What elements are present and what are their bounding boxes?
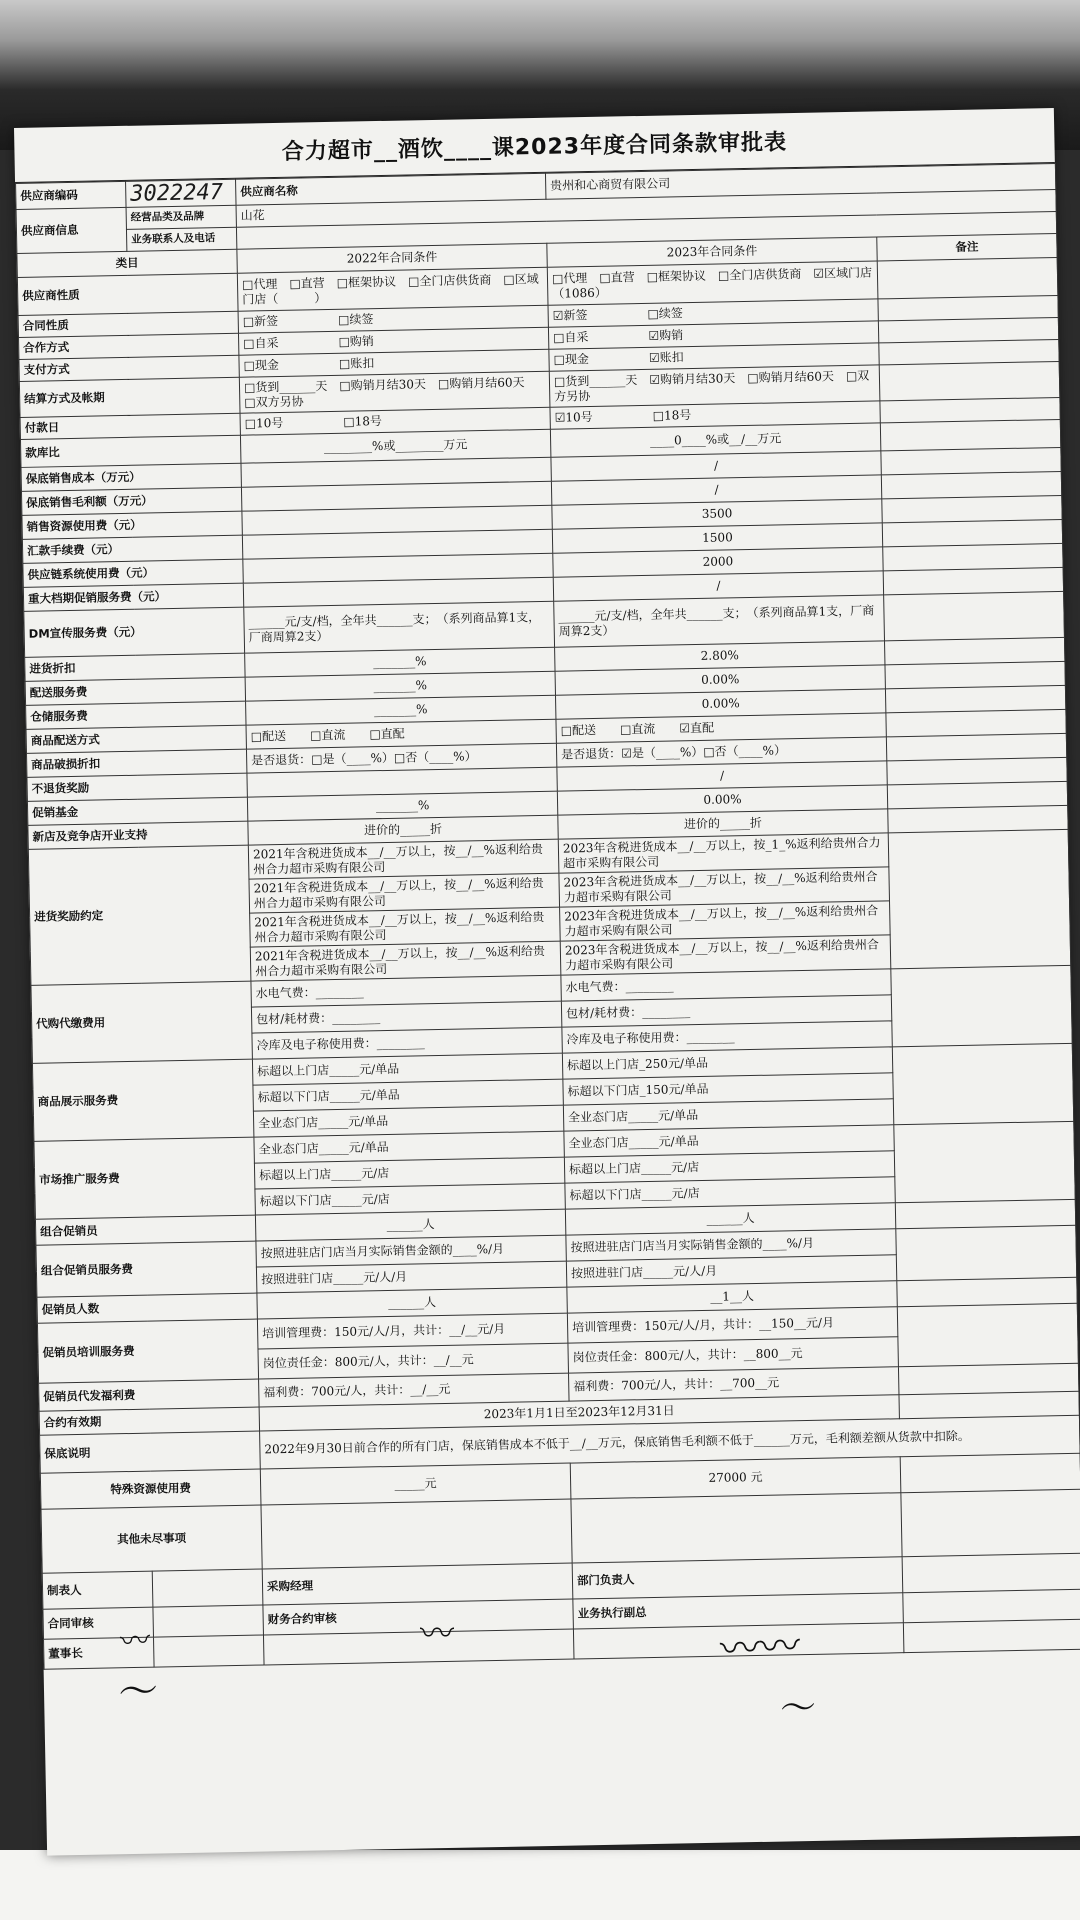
market-2023: 标超以上门店_____元/店 (564, 1151, 894, 1183)
term-remark (884, 591, 1065, 640)
promoter-count-2023: __1__人 (567, 1281, 897, 1313)
promoter-train-2022: 培训管理费：150元/人/月，共计：__/__元/月 (257, 1313, 568, 1349)
term-label: 重大档期促销服务费（元） (23, 583, 243, 611)
term-label: 供应商性质 (17, 273, 238, 315)
market-2023: 标超以下门店_____元/店 (565, 1177, 895, 1209)
proxy-2022: 冷库及电子称使用费：________ (252, 1027, 562, 1059)
market-2022: 全业态门店_____元/单品 (254, 1131, 564, 1163)
term-2023: 进价的_____折 (558, 809, 888, 839)
supplier-code-value: 3022247 (126, 179, 236, 207)
term-2022: □10号 □18号 (240, 407, 550, 435)
term-2022: □货到______天 □购销月结30天 □购销月结60天 □双方另协 (239, 371, 550, 413)
term-remark (887, 781, 1067, 808)
maker-signature: 〰 (119, 1622, 152, 1660)
term-remark (882, 519, 1062, 546)
display-2023: 标超以上门店_250元/单品 (562, 1047, 892, 1079)
vp-signature-cell (903, 1589, 1080, 1622)
other-2022 (261, 1499, 572, 1569)
promoter-count-2022: ______人 (257, 1287, 567, 1319)
term-label: 仓储服务费 (26, 701, 246, 729)
category-value: 山花 (236, 190, 1056, 228)
supplier-name-value: 贵州和心商贸有限公司 (545, 164, 1055, 200)
term-remark (885, 637, 1065, 664)
term-remark (888, 805, 1068, 832)
term-2023: 0.00% (557, 785, 887, 815)
validity-label: 合约有效期 (39, 1407, 259, 1435)
promoter-train-remark (897, 1303, 1078, 1366)
dept-head-signature-cell (902, 1553, 1080, 1592)
term-remark (886, 733, 1066, 760)
guarantee-value: 2022年9月30日前合作的所有门店，保底销售成本不低于__/__万元，保底销售毛利额不低于______万元，毛利额差额从货款中扣除。 (260, 1415, 1080, 1469)
term-2023: / (551, 475, 881, 505)
term-2023: 0.00% (555, 689, 885, 719)
term-2023: ______元/支/档，全年共______支； （系列商品算1支，厂商周算2支） (554, 595, 885, 647)
promoter-fee-remark (896, 1225, 1077, 1280)
vp-signature: 〜 (778, 1686, 818, 1731)
term-remark (885, 661, 1065, 688)
term-label: 结算方式及帐期 (19, 377, 240, 417)
maker-signature-cell (152, 1569, 263, 1607)
empty-cell (263, 1629, 574, 1665)
chairman-signature-cell (153, 1635, 264, 1667)
term-label: 供应链系统使用费（元） (23, 559, 243, 587)
term-label: 销售资源使用费（元） (22, 511, 242, 539)
proxy-2022: 包材/耗材费：________ (251, 1001, 561, 1033)
promoter-2023: ______人 (565, 1203, 895, 1235)
term-2022: 进价的_____折 (248, 815, 558, 845)
term-remark (881, 447, 1061, 474)
term-2023: □自采 ☑购销 (548, 321, 878, 349)
form-table (15, 163, 1080, 1670)
promoter-count-remark (897, 1277, 1077, 1306)
term-label: 配送服务费 (25, 677, 245, 705)
rebate-2022: 2021年含税进货成本__/__万以上，按__/__%返利给贵州合力超市采购有限公司 (250, 941, 561, 981)
market-remark (894, 1121, 1075, 1202)
promoter-remark (895, 1199, 1075, 1228)
term-label: 款库比 (20, 435, 240, 467)
market-2022: 标超以下门店_____元/店 (255, 1183, 565, 1215)
contract-review-signature-cell (153, 1605, 264, 1637)
term-2022: □新签 □续签 (238, 305, 548, 333)
display-2022: 标超以下门店_____元/单品 (253, 1079, 563, 1111)
proxy-2023: 水电气费：________ (561, 969, 891, 1001)
proxy-2023: 包材/耗材费：________ (561, 995, 891, 1027)
rebate-2022: 2021年含税进货成本__/__万以上，按__/__%返利给贵州合力超市采购有限公司 (250, 907, 561, 947)
term-label: 支付方式 (19, 355, 239, 381)
term-2023: □货到______天 ☑购销月结30天 □购销月结60天 □双方另协 (549, 365, 880, 407)
term-label: 合作方式 (19, 333, 239, 359)
proxy-label: 代购代缴费用 (31, 981, 252, 1063)
rebate-2022: 2021年含税进货成本__/__万以上，按__/__%返利给贵州合力超市采购有限公司 (249, 873, 560, 913)
term-2023: ☑新签 □续签 (548, 299, 878, 327)
term-2022: ______元/支/档，全年共______支； （系列商品算1支，厂商周算2支） (244, 601, 555, 653)
promoter-fee-2022: 按照进驻门店_____元/人/月 (256, 1261, 566, 1293)
term-label: 不退货奖励 (27, 773, 247, 801)
background-floor (0, 1850, 1080, 1920)
term-label: 保底销售毛利额（万元） (21, 487, 241, 515)
special-2023: 27000 元 (570, 1457, 901, 1499)
proxy-remark (891, 965, 1072, 1046)
header-2022: 2022年合同条件 (237, 243, 547, 273)
special-label: 特殊资源使用费 (40, 1469, 261, 1509)
special-2022: _____元 (260, 1463, 571, 1505)
proxy-2023: 冷库及电子称使用费：________ (562, 1021, 892, 1053)
maker-label: 制表人 (42, 1571, 153, 1609)
promoter-welfare-remark (898, 1363, 1079, 1394)
term-label: 促销基金 (27, 797, 247, 825)
term-remark (881, 471, 1061, 498)
dept-head-signature: 〰〰 (719, 1622, 802, 1674)
rebate-2023: 2023年含税进货成本__/__万以上，按__/__%返利给贵州合力超市采购有限公司 (559, 867, 890, 907)
dept-head-label: 部门负责人 (572, 1557, 903, 1599)
supplier-code-label: 供应商编码 (16, 181, 126, 209)
term-2022: □配送 □直流 □直配 (246, 719, 556, 749)
rebate-2023: 2023年含税进货成本__/__万以上，按__/__%返利给贵州合力超市采购有限公司 (560, 935, 891, 975)
term-label: 进货折扣 (25, 653, 245, 681)
market-2023: 全业态门店_____元/单品 (564, 1125, 894, 1157)
guarantee-label: 保底说明 (40, 1431, 261, 1473)
term-2022: _______% (245, 671, 555, 701)
supplier-name-label: 供应商名称 (236, 173, 546, 205)
term-2023: □代理 □直营 □框架协议 □全门店供货商 ☑区域门店（1086） (547, 261, 878, 305)
rebate-2022: 2021年含税进货成本__/__万以上，按__/__%返利给贵州合力超市采购有限公司 (248, 839, 559, 879)
promoter-train-2023: 岗位责任金：800元/人，共计：__800__元 (568, 1337, 899, 1373)
promoter-train-label: 促销员培训服务费 (37, 1319, 258, 1383)
rebate-2023: 2023年含税进货成本__/__万以上，按__/__%返利给贵州合力超市采购有限公司 (560, 901, 891, 941)
term-2023: □现金 ☑账扣 (549, 343, 879, 371)
term-2023: 是否退货：☑是（____%）□否（____%） (556, 737, 886, 767)
term-2022: □自采 □购销 (238, 327, 548, 355)
promoter-welfare-label: 促销员代发福利费 (39, 1379, 259, 1411)
term-label: 保底销售成本（万元） (21, 463, 241, 491)
term-label: 商品破损折扣 (27, 749, 247, 777)
market-label: 市场推广服务费 (34, 1137, 255, 1219)
supplier-info-label: 供应商信息 (16, 207, 127, 253)
term-2023: / (553, 571, 883, 601)
term-remark (887, 757, 1067, 784)
other-label: 其他未尽事项 (41, 1505, 262, 1573)
term-2023: 3500 (552, 499, 882, 529)
other-remark (901, 1489, 1080, 1556)
rebate-2023: 2023年含税进货成本__/__万以上，按_1_%返利给贵州合力超市采购有限公司 (558, 833, 889, 873)
form-title: 合力超市__酒饮____课2023年度合同条款审批表 (281, 130, 788, 165)
term-label: 商品配送方式 (26, 725, 246, 753)
term-2022: 是否退货：□是（____%）□否（____%） (246, 743, 556, 773)
promoter-count-label: 促销员人数 (37, 1293, 257, 1323)
term-2023: 1500 (552, 523, 882, 553)
proxy-2022: 水电气费：________ (251, 975, 561, 1007)
term-2022: □代理 □直营 □框架协议 □全门店供货商 □区域门店（ ） (237, 267, 548, 311)
header-remark: 备注 (877, 234, 1057, 261)
term-remark (883, 543, 1063, 570)
display-2023: 全业态门店_____元/单品 (563, 1099, 893, 1131)
display-label: 商品展示服务费 (32, 1059, 253, 1141)
term-remark (882, 495, 1062, 522)
empty-cell (903, 1619, 1080, 1652)
promoter-fee-2023: 按照进驻店门店当月实际销售金额的____%/月 (566, 1229, 896, 1261)
purchase-mgr-signature: 〰 (420, 1614, 454, 1654)
display-2023: 标超以下门店_150元/单品 (563, 1073, 893, 1105)
term-2022: ________%或________万元 (240, 429, 550, 463)
term-remark (885, 685, 1065, 712)
term-2022: _______% (245, 647, 555, 677)
purchase-mgr-label: 采购经理 (262, 1563, 573, 1605)
term-2022: _______% (247, 791, 557, 821)
term-2023: / (557, 761, 887, 791)
promoter-welfare-2023: 福利费：700元/人，共计：__700__元 (569, 1367, 899, 1401)
term-remark (879, 361, 1060, 400)
promoter-welfare-2022: 福利费：700元/人，共计：__/__元 (259, 1373, 569, 1407)
term-label: 新店及竞争店开业支持 (28, 821, 248, 849)
term-2023: 2000 (553, 547, 883, 577)
approval-form-paper (14, 108, 1080, 1856)
term-label: 合同性质 (18, 311, 238, 337)
promoter-fee-2022: 按照进驻店门店当月实际销售金额的____%/月 (256, 1235, 566, 1267)
contact-label: 业务联系人及电话 (126, 227, 236, 251)
term-label: 汇款手续费（元） (22, 535, 242, 563)
term-2023: ____0____%或__/__万元 (550, 423, 880, 457)
promoter-2022: ______人 (255, 1209, 565, 1241)
term-remark (883, 567, 1063, 594)
rebate-label: 进货奖励约定 (28, 845, 251, 985)
term-2023: □配送 □直流 ☑直配 (556, 713, 886, 743)
display-2022: 标超以上门店_____元/单品 (252, 1053, 562, 1085)
promoter-train-2022: 岗位责任金：800元/人，共计：__/__元 (258, 1343, 569, 1379)
term-remark (886, 709, 1066, 736)
special-remark (900, 1453, 1080, 1492)
term-2023: 2.80% (555, 641, 885, 671)
term-remark (877, 257, 1058, 298)
term-label: 付款日 (20, 413, 240, 439)
rebate-remark (888, 829, 1071, 968)
market-2022: 标超以上门店_____元/店 (254, 1157, 564, 1189)
term-label: DM宣传服务费（元） (24, 607, 245, 657)
display-2022: 全业态门店_____元/单品 (253, 1105, 563, 1137)
term-remark (880, 419, 1061, 450)
promoter-label: 组合促销员 (35, 1215, 255, 1245)
display-remark (892, 1043, 1073, 1124)
validity-value: 2023年1月1日至2023年12月31日 (259, 1395, 899, 1431)
header-2023: 2023年合同条件 (547, 237, 877, 267)
validity-remark (899, 1391, 1079, 1418)
reviewer-signature: 〜 (116, 1667, 161, 1717)
promoter-fee-label: 组合促销员服务费 (36, 1241, 257, 1297)
term-2023: ☑10号 □18号 (550, 401, 880, 429)
contract-review-label: 合同审核 (43, 1607, 154, 1639)
vp-label: 业务执行副总 (573, 1593, 904, 1629)
other-2023 (571, 1493, 902, 1563)
promoter-fee-2023: 按照进驻门店_____元/人/月 (566, 1255, 896, 1287)
category-label: 经营品类及品牌 (126, 205, 236, 229)
header-category: 类目 (17, 249, 237, 277)
promoter-train-2023: 培训管理费：150元/人/月，共计：__150__元/月 (567, 1307, 898, 1343)
term-2023: / (551, 451, 881, 481)
chairman-label: 董事长 (44, 1637, 155, 1669)
finance-review-label: 财务合约审核 (263, 1599, 574, 1635)
term-2022: □现金 □账扣 (239, 349, 549, 377)
term-2022: _______% (246, 695, 556, 725)
term-2023: 0.00% (555, 665, 885, 695)
